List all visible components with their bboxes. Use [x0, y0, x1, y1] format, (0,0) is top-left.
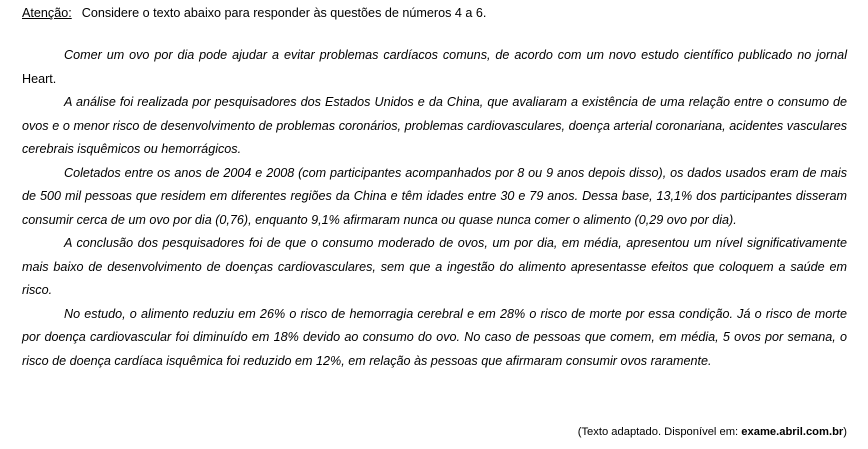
paragraph-3: Coletados entre os anos de 2004 e 2008 (com participantes acompanhados por 8 ou 9 anos depois disso), os dados usados eram de mais de 500 mil pessoas que residem em diferentes regiões da China e têm idades entre 30 e 79 anos. Dessa base, 13,1% dos participantes disseram consumir cerca de um ovo por dia (0,76), enquanto 9,1% afirmaram nunca ou quase nunca comer o alimento (0,29 ovo por dia).	[22, 165, 847, 227]
paragraph-5: No estudo, o alimento reduziu em 26% o risco de hemorragia cerebral e em 28% o risco de morte por essa condição. Já o risco de morte por doença cardiovascular foi diminuído em 18% devido ao consumo do ovo. No caso de pessoas que comem, em média, 5 ovos por semana, o risco de doença cardíaca isquêmica foi reduzido em 12%, em relação às pessoas que afirmaram consumir ovos raramente.	[22, 306, 847, 368]
article-text	[22, 44, 847, 373]
attention-header	[22, 5, 486, 21]
journal-name: Heart.	[22, 71, 57, 86]
paragraph-2: A análise foi realizada por pesquisadores dos Estados Unidos e da China, que avaliaram a existência de uma relação entre o consumo de ovos e o menor risco de desenvolvimento de problemas coronários, problemas cardiovasculares, doença arterial coronariana, acidentes vasculares cerebrais isquêmicos ou hemorrágicos.	[22, 95, 847, 156]
source-citation	[578, 425, 847, 439]
paragraph-4: A conclusão dos pesquisadores foi de que o consumo moderado de ovos, um por dia, em média, apresentou um nível significativamente mais baixo de desenvolvimento de doenças cardiovasculares, sem que a ingestão do alimento apresentasse efeitos que coloquem a saúde em risco.	[22, 236, 847, 297]
paragraph-1-text: Comer um ovo por dia pode ajudar a evitar problemas cardíacos comuns, de acordo com um novo estudo científico publicado no jornal	[64, 48, 847, 62]
source-prefix: (Texto adaptado. Disponível em:	[577, 426, 739, 438]
attention-instruction: Considere o texto abaixo para responder às questões de números 4 a 6.	[81, 6, 487, 20]
source-site: exame.abril.com.br	[741, 426, 844, 438]
paragraph-1	[22, 44, 847, 91]
source-suffix: )	[843, 426, 847, 438]
attention-label: Atenção:	[22, 6, 72, 20]
